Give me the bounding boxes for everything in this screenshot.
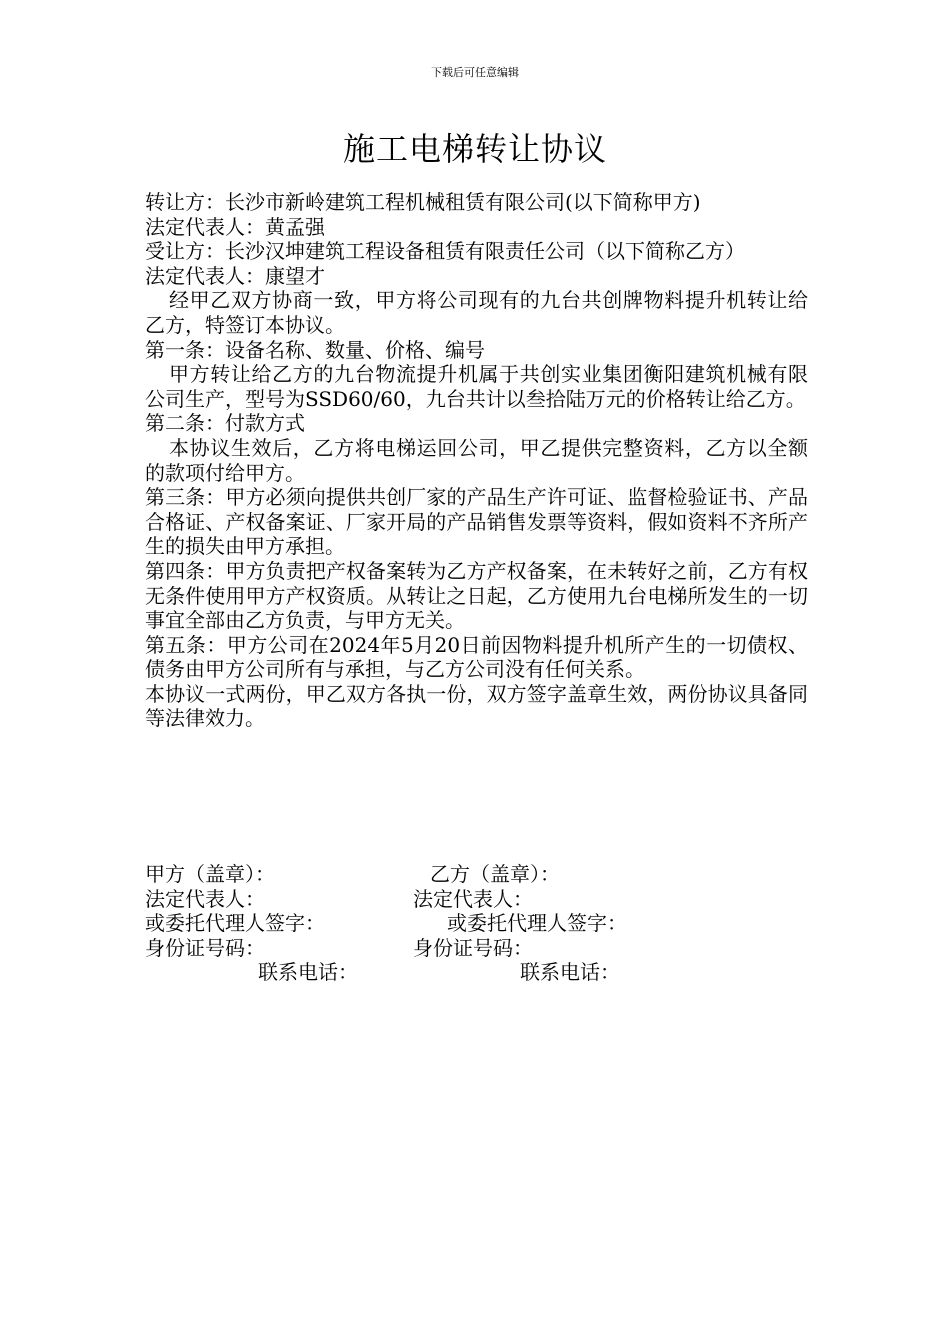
article-4: 第四条：甲方负责把产权备案转为乙方产权备案，在未转好之前，乙方有权无条件使用甲方产权资质。从转让之日起，乙方使用九台电梯所发生的一切事宜全部由乙方负责，与甲方无关。 [145,558,808,633]
party-a-phone-label: 联系电话： [258,960,358,985]
agent-row [145,911,808,936]
header-note: 下载后可任意编辑 [431,66,519,79]
phone-row [145,960,808,985]
transferee-line: 受让方：长沙汉坤建筑工程设备租赁有限责任公司（以下简称乙方） [145,239,745,264]
signature-block [145,862,808,985]
agreement-body [145,190,808,731]
article-1-heading: 第一条：设备名称、数量、价格、编号 [145,337,485,362]
id-row [145,936,808,961]
document-title: 施工电梯转让协议 [342,130,607,168]
preamble-paragraph: 经甲乙双方协商一致，甲方将公司现有的九台共创牌物料提升机转让给乙方，特签订本协议。 [145,288,808,337]
article-3: 第三条：甲方必须向提供共创厂家的产品生产许可证、监督检验证书、产品合格证、产权备案证、厂家开局的产品销售发票等资料，假如资料不齐所产生的损失由甲方承担。 [145,485,808,559]
transferor-line: 转让方：长沙市新岭建筑工程机械租赁有限公司(以下简称甲方) [145,190,701,214]
transferor-representative: 法定代表人：黄孟强 [145,214,325,239]
party-a-seal-label: 甲方（盖章）： [145,862,275,886]
party-b-phone-label: 联系电话： [520,960,620,985]
party-b-id-label: 身份证号码： [413,935,533,960]
party-a-agent-label: 或委托代理人签字： [145,911,325,936]
article-2-body: 本协议生效后，乙方将电梯运回公司，甲乙提供完整资料，乙方以全额的款项付给甲方。 [145,435,808,485]
party-b-rep-label: 法定代表人： [413,886,533,911]
seal-row [145,862,808,887]
article-1-body: 甲方转让给乙方的九台物流提升机属于共创实业集团衡阳建筑机械有限公司生产，型号为SSD60/60，九台共计以叁拾陆万元的价格转让给乙方。 [145,362,808,411]
party-b-seal-label: 乙方（盖章）： [430,862,560,886]
article-2-heading: 第二条：付款方式 [145,411,305,436]
transferee-representative: 法定代表人：康望才 [145,263,325,288]
closing-clause: 本协议一式两份，甲乙双方各执一份，双方签字盖章生效，两份协议具备同等法律效力。 [145,681,808,731]
party-a-rep-label: 法定代表人： [145,886,265,911]
party-b-agent-label: 或委托代理人签字： [447,911,627,936]
representative-row [145,887,808,912]
article-5: 第五条：甲方公司在2024年5月20日前因物料提升机所产生的一切债权、债务由甲方公司所有与承担，与乙方公司没有任何关系。 [145,632,808,682]
party-a-id-label: 身份证号码： [145,935,265,960]
